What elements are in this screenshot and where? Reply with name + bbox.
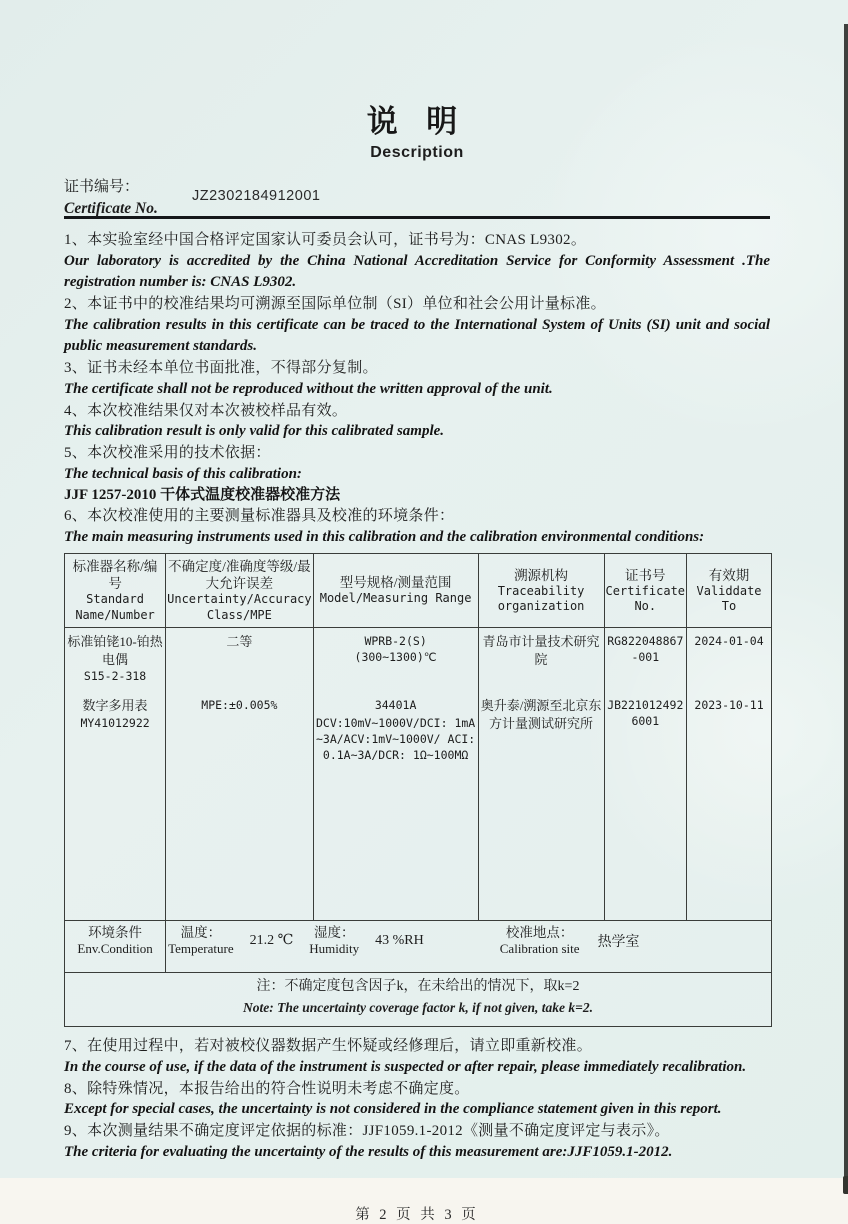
calibration-site-value: 热学室 (597, 934, 640, 950)
item-1-en: Our laboratory is accredited by the China National Accreditation Service for Conformity Assessment .The registration number is: CNAS L9302. (64, 252, 770, 290)
standard-2-class-block (168, 695, 311, 713)
environment-label-en: Env.Condition (77, 941, 153, 956)
item-3 (64, 358, 770, 400)
environment-label-cn: 环境条件 (88, 925, 143, 940)
standard-1-trace: 青岛市计量技术研究院 (482, 634, 600, 667)
header-valid-date-en: Validdate To (696, 583, 762, 613)
temperature-label-cn: 温度： (180, 925, 222, 940)
item-9-cn: 9、本次测量结果不确定度评定依据的标准：JJF1059.1-2012《测量不确定度评定与表示》。 (64, 1123, 670, 1139)
cell-standard-names (65, 628, 166, 921)
certificate-label-en: Certificate No. (64, 200, 158, 217)
calibration-site-label-cn: 校准地点： (505, 925, 574, 940)
standard-1-name: 标准铂铑10-铂热电偶 (67, 634, 163, 667)
page-subtitle: Description (370, 144, 464, 161)
header-uncertainty (166, 554, 314, 628)
temperature-value: 21.2 ℃ (249, 933, 294, 948)
header-certificate-no-en: Certificate No. (605, 583, 686, 613)
header-standard-name-cn: 标准器名称/编号 (72, 559, 158, 591)
scan-edge-artifact (844, 24, 848, 1178)
standard-2-trace-block (481, 695, 602, 732)
page-number: 第 2 页 共 3 页 (355, 1207, 479, 1223)
header-certificate-no (604, 554, 686, 628)
item-8 (64, 1079, 770, 1121)
header-standard-name-en: Standard Name/Number (75, 592, 155, 622)
item-7 (64, 1036, 770, 1078)
header-model-range-en: Model/Measuring Range (319, 591, 472, 606)
standard-2-name-block (67, 695, 163, 731)
humidity-label-cn: 湿度： (313, 925, 355, 940)
standards-table-body-row (65, 628, 772, 921)
standard-1-class: 二等 (226, 634, 253, 649)
header-standard-name (65, 554, 166, 628)
standard-2-valid-block (689, 695, 769, 713)
item-3-cn: 3、证书未经本单位书面批准，不得部分复制。 (64, 360, 378, 376)
item-9-en: The criteria for evaluating the uncertainty of the results of this measurement are:JJF1059.1-2012. (64, 1143, 673, 1160)
standard-1-model-block (316, 631, 476, 695)
header-certificate-no-cn: 证书号 (625, 567, 666, 583)
title-block (64, 96, 770, 162)
standard-2-range: DCV:10mV~1000V/DCI: 1mA~3A/ACV:1mV~1000V/ ACI:0.1A~3A/DCR: 1Ω~100MΩ (315, 716, 476, 762)
item-6-cn: 6、本次校准使用的主要测量标准器具及校准的环境条件： (64, 508, 455, 524)
cell-model-range (313, 628, 478, 921)
header-valid-date-cn: 有效期 (708, 567, 750, 583)
item-2 (64, 294, 770, 358)
header-traceability-en: Traceability organization (497, 583, 585, 613)
note-row (65, 973, 772, 1027)
item-5-en: The technical basis of this calibration: (64, 465, 302, 482)
cell-uncertainty (166, 628, 314, 921)
header-valid-date (687, 554, 772, 628)
standard-2-valid: 2023-10-11 (694, 698, 764, 712)
certificate-number-block (64, 175, 770, 219)
standard-1-range: (300~1300)℃ (354, 650, 437, 664)
certificate-number: JZ2302184912001 (192, 188, 321, 204)
item-4 (64, 401, 770, 443)
cell-traceability (478, 628, 604, 921)
standards-table-header-row (65, 554, 772, 628)
calibration-site-label-en: Calibration site (499, 941, 580, 956)
item-2-cn: 2、本证书中的校准结果均可溯源至国际单位制（SI）单位和社会公用计量标准。 (64, 296, 606, 312)
standard-1-model: WPRB-2(S) (364, 634, 427, 648)
temperature-label-en: Temperature (168, 941, 234, 956)
note-cell (65, 973, 772, 1027)
header-model-range-cn: 型号规格/测量范围 (339, 575, 452, 591)
item-6 (64, 506, 770, 548)
item-1-cn: 1、本实验室经中国合格评定国家认可委员会认可，证书号为：CNAS L9302。 (64, 232, 587, 248)
standard-1-valid: 2024-01-04 (694, 634, 764, 648)
item-8-cn: 8、除特殊情况，本报告给出的符合性说明未考虑不确定度。 (64, 1080, 470, 1097)
standard-1-class-block (168, 631, 311, 695)
standard-2-class: MPE:±0.005% (201, 698, 278, 712)
description-items (64, 230, 770, 548)
humidity-label (309, 924, 359, 957)
header-traceability-cn: 溯源机构 (514, 567, 569, 583)
humidity-value: 43 %RH (375, 932, 424, 948)
environment-label-cell (65, 921, 166, 973)
cell-certificate-no (604, 628, 686, 921)
certificate-label-cn: 证书编号： (64, 178, 140, 195)
page-title: 说 明 (366, 104, 468, 139)
standard-2-certno: JB2210124926001 (607, 698, 684, 728)
description-items-bottom (64, 1036, 770, 1163)
page-content (64, 0, 770, 1224)
standard-1-trace-block (481, 631, 602, 695)
environment-values-cell (166, 921, 772, 973)
item-5-cn: 5、本次校准采用的技术依据： (64, 445, 271, 461)
item-4-cn: 4、本次校准结果仅对本次被校样品有效。 (64, 402, 348, 419)
cell-valid-date (687, 628, 772, 921)
item-7-en: In the course of use, if the data of the instrument is suspected or after repair, please immediately recalibration. (64, 1058, 747, 1075)
temperature-label (168, 924, 234, 957)
item-9 (64, 1121, 770, 1163)
standard-2-name: 数字多用表 (82, 698, 148, 713)
environment-row (65, 921, 772, 973)
note-en: Note: The uncertainty coverage factor k, if not given, take k=2. (242, 1000, 593, 1015)
standard-2-certno-block (607, 695, 684, 729)
header-traceability (478, 554, 604, 628)
item-5-technical-basis: JJF 1257-2010 干体式温度校准器校准方法 (64, 487, 341, 503)
standard-1-number: S15-2-318 (83, 669, 147, 683)
item-5 (64, 443, 770, 506)
standard-1-certno: RG822048867-001 (607, 634, 684, 664)
standard-1-valid-block (689, 631, 769, 695)
standard-1-name-block (67, 631, 163, 695)
header-model-range (313, 554, 478, 628)
item-1 (64, 230, 770, 294)
item-4-en: This calibration result is only valid for this calibrated sample. (64, 423, 445, 439)
scanner-bottom-strip (0, 1178, 848, 1200)
header-uncertainty-en: Uncertainty/Accuracy Class/MPE (167, 592, 312, 622)
header-uncertainty-cn: 不确定度/准确度等级/最大允许误差 (168, 559, 311, 591)
item-2-en: The calibration results in this certificate can be traced to the International System of Units (SI) unit and social public measurement standards. (64, 316, 770, 354)
note-cn: 注：不确定度包含因子k，在未给出的情况下，取k=2 (256, 979, 580, 994)
calibration-site-label (500, 924, 580, 957)
standard-2-number: MY41012922 (80, 715, 150, 730)
item-7-cn: 7、在使用过程中，若对被校仪器数据产生怀疑或经修理后，请立即重新校准。 (64, 1038, 593, 1054)
standard-2-model-block (316, 695, 476, 763)
humidity-label-en: Humidity (309, 941, 360, 956)
item-3-en: The certificate shall not be reproduced without the written approval of the unit. (64, 380, 553, 397)
standard-2-model: 34401A (374, 698, 417, 712)
standard-1-certno-block (607, 631, 684, 695)
standard-2-trace: 奥升泰/溯源至北京东方计量测试研究所 (480, 698, 602, 731)
scan-notch-artifact (843, 1176, 848, 1194)
item-8-en: Except for special cases, the uncertainty is not considered in the compliance statement given in this report. (64, 1101, 722, 1117)
standards-table (64, 553, 772, 1027)
item-6-en: The main measuring instruments used in this calibration and the calibration environmental conditions: (64, 528, 705, 545)
